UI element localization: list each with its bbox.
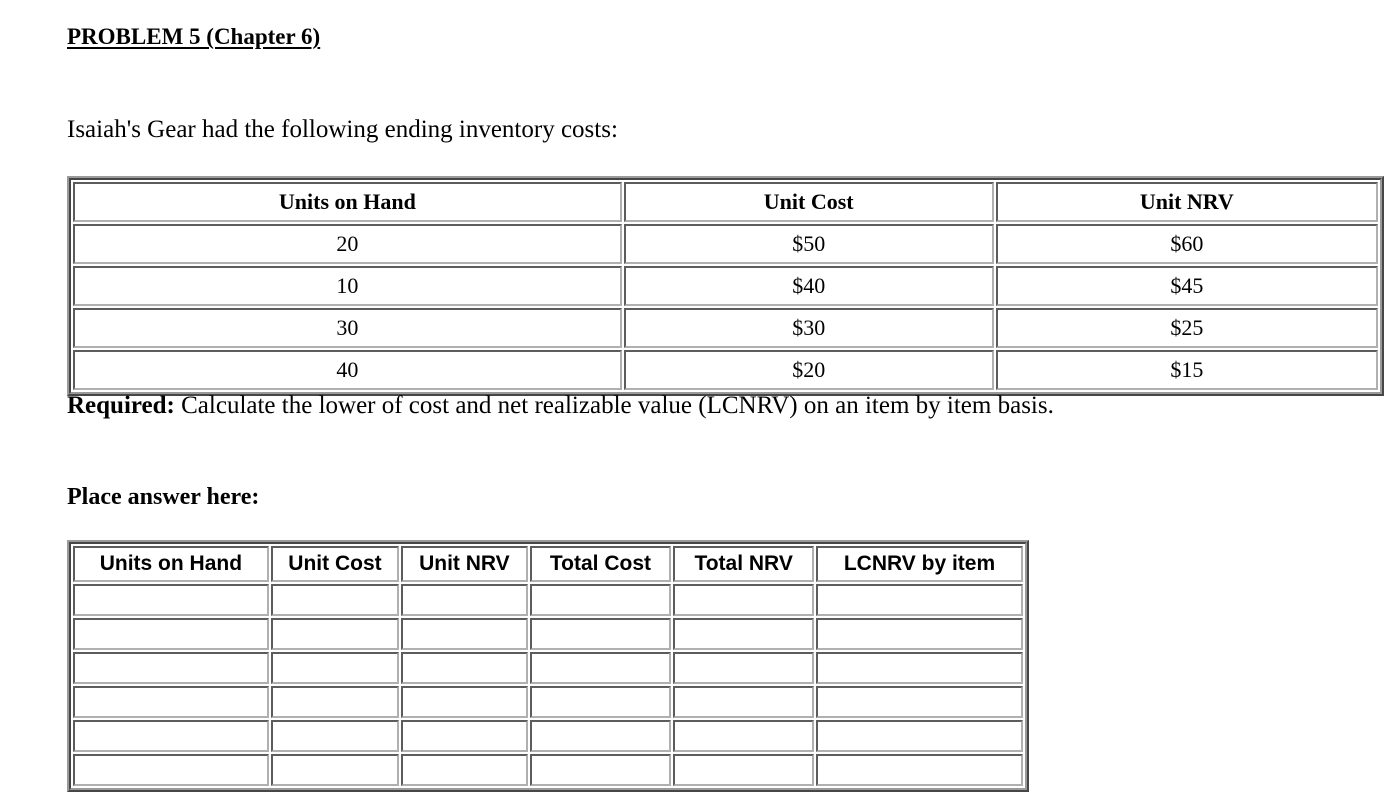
answer-cell[interactable] [271, 754, 399, 786]
answer-cell[interactable] [271, 652, 399, 684]
answer-cell[interactable] [530, 720, 672, 752]
answer-cell[interactable] [401, 720, 527, 752]
required-label: Required: [67, 392, 175, 419]
answer-cell[interactable] [673, 754, 814, 786]
answer-table [67, 540, 1029, 792]
table-row [73, 308, 1378, 348]
answer-cell[interactable] [401, 686, 527, 718]
answer-cell[interactable] [73, 720, 269, 752]
answer-cell[interactable] [401, 754, 527, 786]
answer-cell[interactable] [73, 754, 269, 786]
answer-cell[interactable] [816, 754, 1023, 786]
answer-cell[interactable] [271, 584, 399, 616]
inventory-header-unit-nrv: Unit NRV [996, 182, 1378, 222]
answer-header-unit-nrv: Unit NRV [401, 546, 527, 582]
answer-cell[interactable] [673, 584, 814, 616]
answer-row [73, 618, 1023, 650]
answer-cell[interactable] [530, 754, 672, 786]
answer-cell[interactable] [401, 584, 527, 616]
answer-cell[interactable] [73, 584, 269, 616]
answer-header-total-nrv: Total NRV [673, 546, 814, 582]
inventory-table [67, 176, 1384, 396]
answer-label: Place answer here: [67, 484, 260, 510]
unit-nrv-cell: $60 [996, 224, 1378, 264]
required-instruction [67, 387, 1107, 424]
unit-cost-cell: $20 [624, 350, 994, 390]
unit-nrv-cell: $15 [996, 350, 1378, 390]
answer-row [73, 584, 1023, 616]
answer-cell[interactable] [816, 584, 1023, 616]
answer-cell[interactable] [530, 618, 672, 650]
answer-header-unit-cost: Unit Cost [271, 546, 399, 582]
required-text: Calculate the lower of cost and net realizable value (LCNRV) on an item by item basis. [174, 392, 1054, 419]
answer-cell[interactable] [271, 686, 399, 718]
answer-row [73, 652, 1023, 684]
answer-cell[interactable] [816, 652, 1023, 684]
answer-row [73, 754, 1023, 786]
answer-cell[interactable] [673, 652, 814, 684]
answer-cell[interactable] [530, 686, 672, 718]
unit-nrv-cell: $45 [996, 266, 1378, 306]
answer-cell[interactable] [673, 618, 814, 650]
answer-cell[interactable] [73, 618, 269, 650]
answer-cell[interactable] [816, 686, 1023, 718]
answer-cell[interactable] [271, 720, 399, 752]
answer-cell[interactable] [816, 618, 1023, 650]
answer-cell[interactable] [73, 686, 269, 718]
answer-cell[interactable] [816, 720, 1023, 752]
answer-cell[interactable] [673, 720, 814, 752]
answer-header-total-cost: Total Cost [530, 546, 672, 582]
units-cell: 40 [73, 350, 622, 390]
units-cell: 20 [73, 224, 622, 264]
answer-cell[interactable] [673, 686, 814, 718]
answer-header-row [73, 546, 1023, 582]
answer-row [73, 686, 1023, 718]
answer-cell[interactable] [271, 618, 399, 650]
answer-cell[interactable] [73, 652, 269, 684]
answer-cell[interactable] [401, 618, 527, 650]
inventory-header-row [73, 182, 1378, 222]
answer-row [73, 720, 1023, 752]
units-cell: 10 [73, 266, 622, 306]
unit-cost-cell: $50 [624, 224, 994, 264]
answer-header-lcnrv: LCNRV by item [816, 546, 1023, 582]
inventory-header-unit-cost: Unit Cost [624, 182, 994, 222]
problem-intro: Isaiah's Gear had the following ending inventory costs: [67, 116, 618, 143]
unit-nrv-cell: $25 [996, 308, 1378, 348]
answer-cell[interactable] [530, 652, 672, 684]
unit-cost-cell: $40 [624, 266, 994, 306]
table-row [73, 350, 1378, 390]
answer-header-units: Units on Hand [73, 546, 269, 582]
inventory-header-units: Units on Hand [73, 182, 622, 222]
table-row [73, 266, 1378, 306]
answer-cell[interactable] [530, 584, 672, 616]
problem-heading: PROBLEM 5 (Chapter 6) [67, 24, 321, 49]
unit-cost-cell: $30 [624, 308, 994, 348]
table-row [73, 224, 1378, 264]
units-cell: 30 [73, 308, 622, 348]
answer-cell[interactable] [401, 652, 527, 684]
